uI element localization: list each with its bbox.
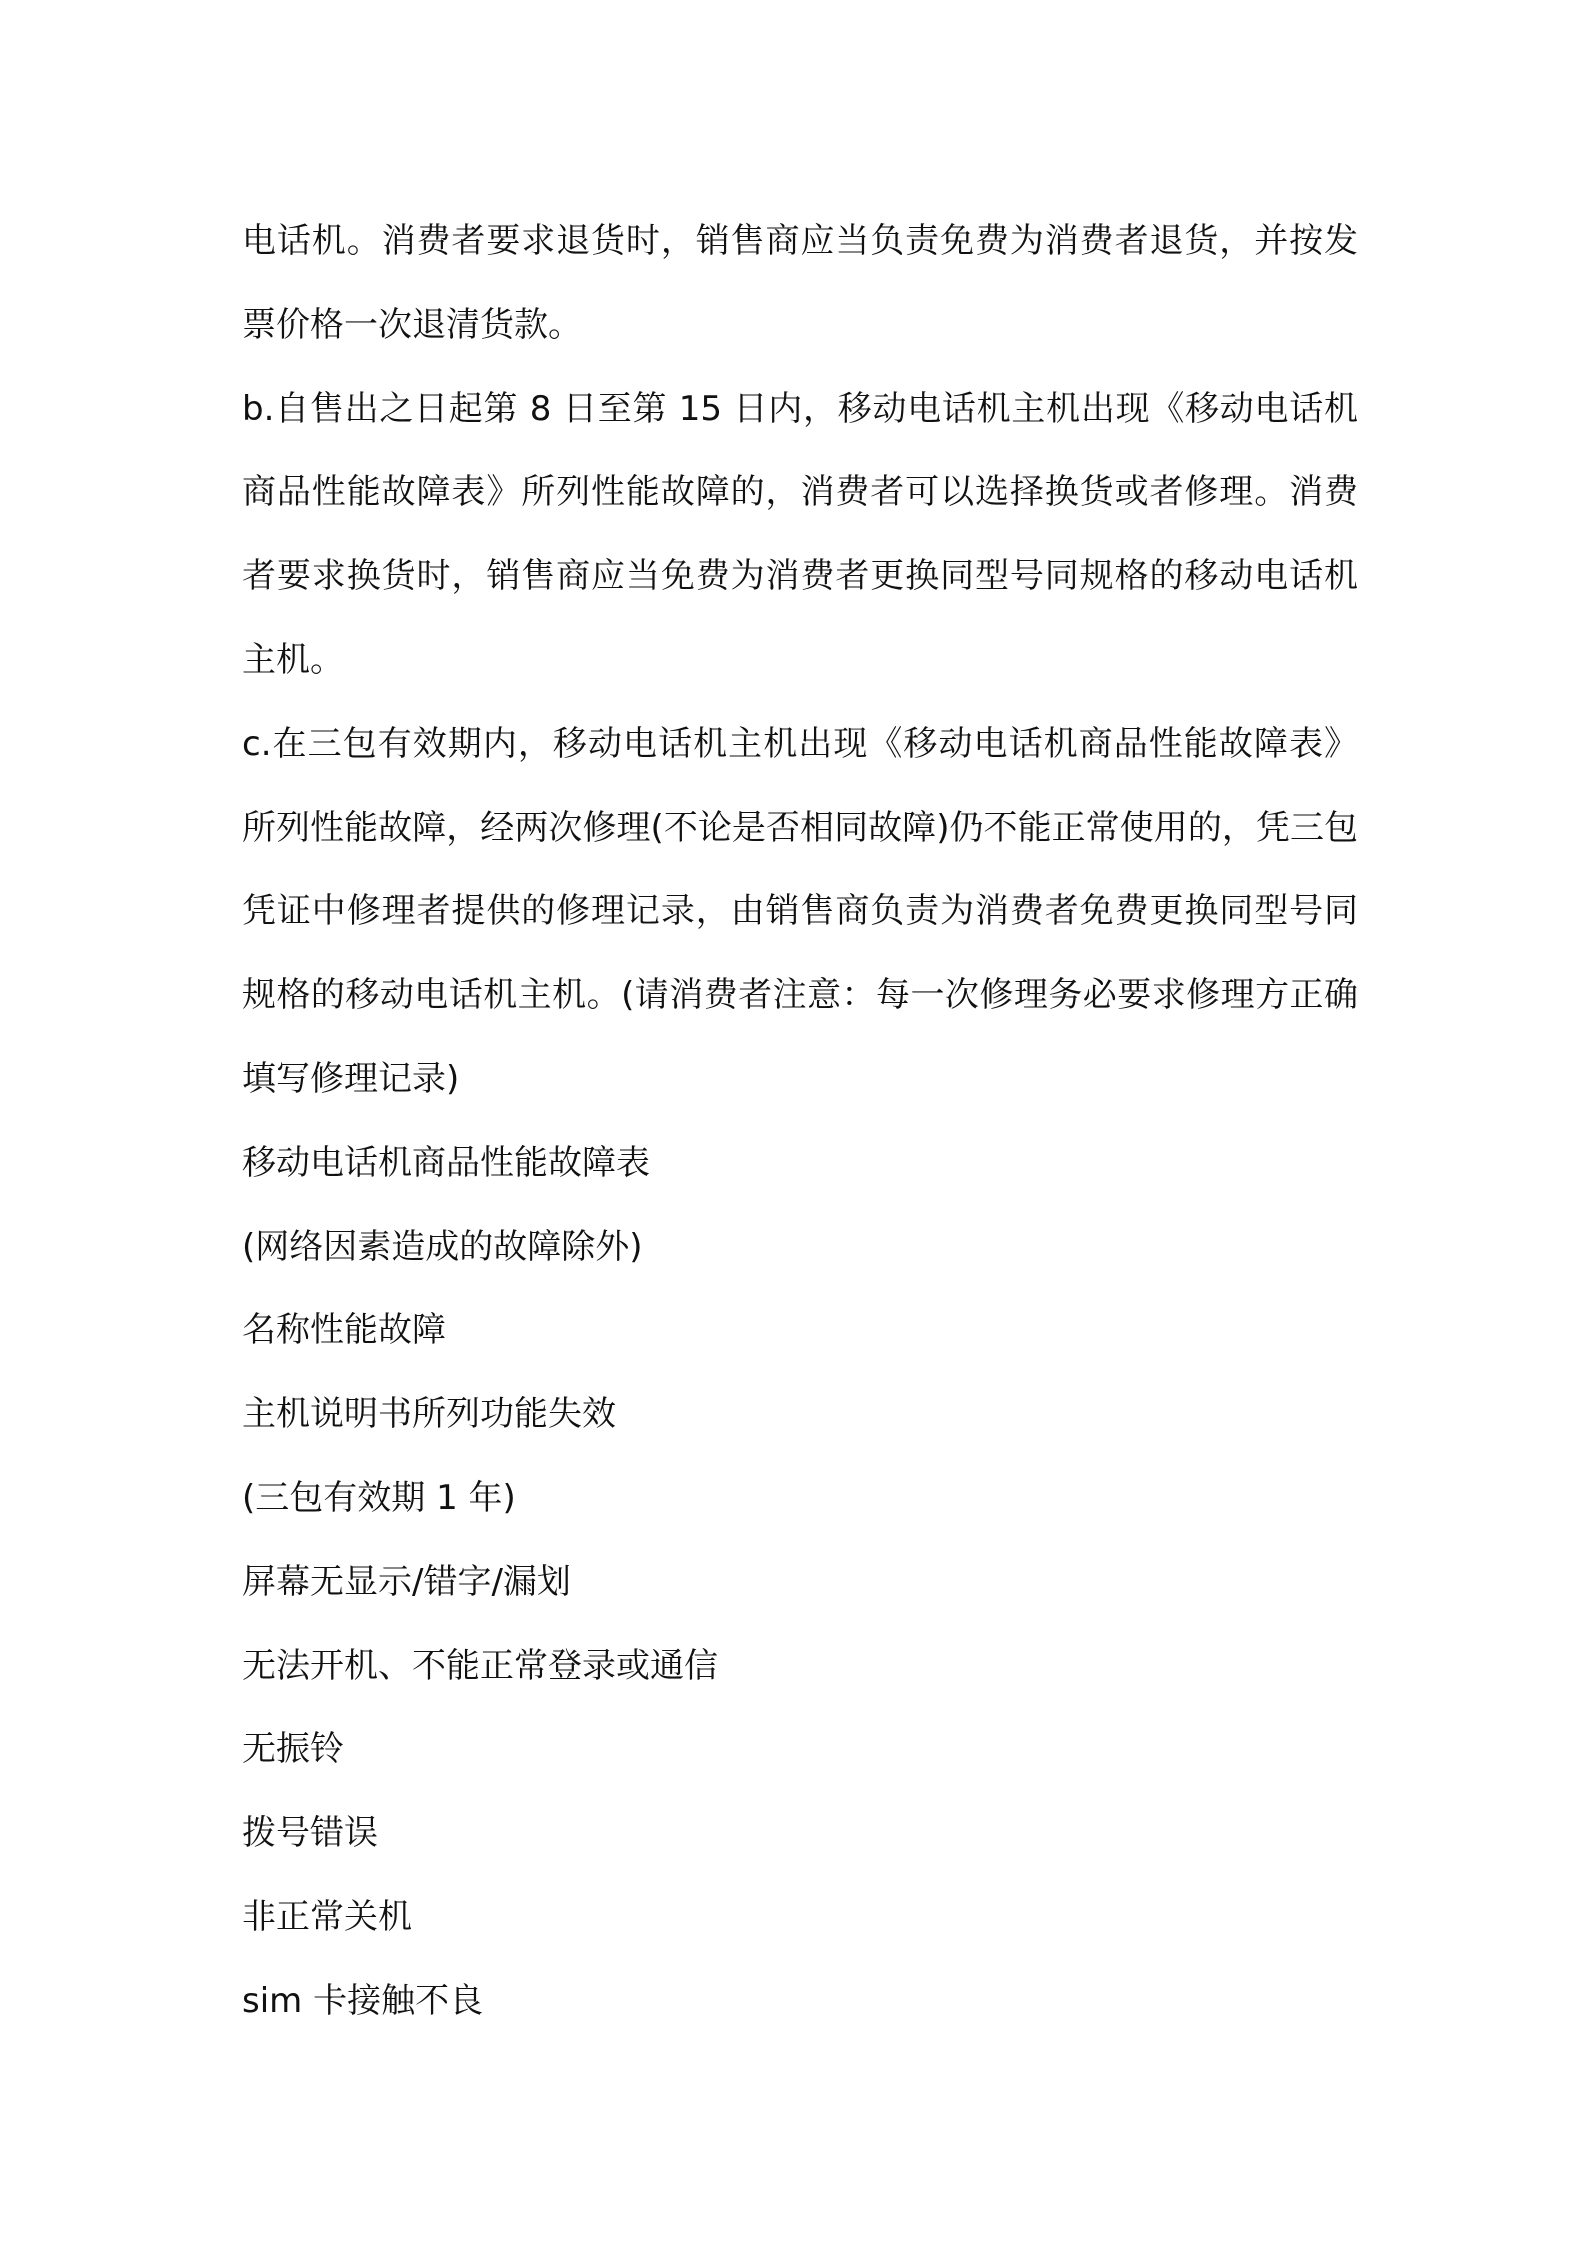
fault-item: 非正常关机 [242, 1896, 412, 1937]
fault-item: 屏幕无显示/错字/漏划 [242, 1561, 571, 1602]
fault-item: 无法开机、不能正常登录或通信 [242, 1645, 718, 1686]
fault-table-header: 名称性能故障 [242, 1310, 446, 1351]
fault-item: 拨号错误 [242, 1813, 378, 1854]
paragraph-exchange-policy: b.自售出之日起第 8 日至第 15 日内，移动电话机主机出现《移动电话机商品性能故障表》所列性能故障的，消费者可以选择换货或者修理。消费者要求换货时，销售商应当免费为消费者更换同型号同规格的移动电话机主机。 [242, 388, 1358, 680]
fault-table-title: 移动电话机商品性能故障表 [242, 1142, 650, 1183]
fault-item: 主机说明书所列功能失效 [242, 1394, 616, 1435]
paragraph-warranty-replacement: c.在三包有效期内，移动电话机主机出现《移动电话机商品性能故障表》所列性能故障，经两次修理(不论是否相同故障)仍不能正常使用的，凭三包凭证中修理者提供的修理记录，由销售商负责为消费者免费更换同型号同规格的移动电话机主机。(请消费者注意：每一次修理务必要求修理方正确填写修理记录) [242, 723, 1358, 1099]
fault-item: sim 卡接触不良 [242, 1980, 484, 2021]
fault-item: (三包有效期 1 年) [242, 1477, 516, 1518]
fault-item: 无振铃 [242, 1729, 344, 1770]
paragraph-return-policy: 电话机。消费者要求退货时，销售商应当负责免费为消费者退货，并按发票价格一次退清货款。 [242, 221, 1358, 345]
fault-table-note: (网络因素造成的故障除外) [242, 1226, 643, 1267]
document-page [242, 200, 1358, 2044]
